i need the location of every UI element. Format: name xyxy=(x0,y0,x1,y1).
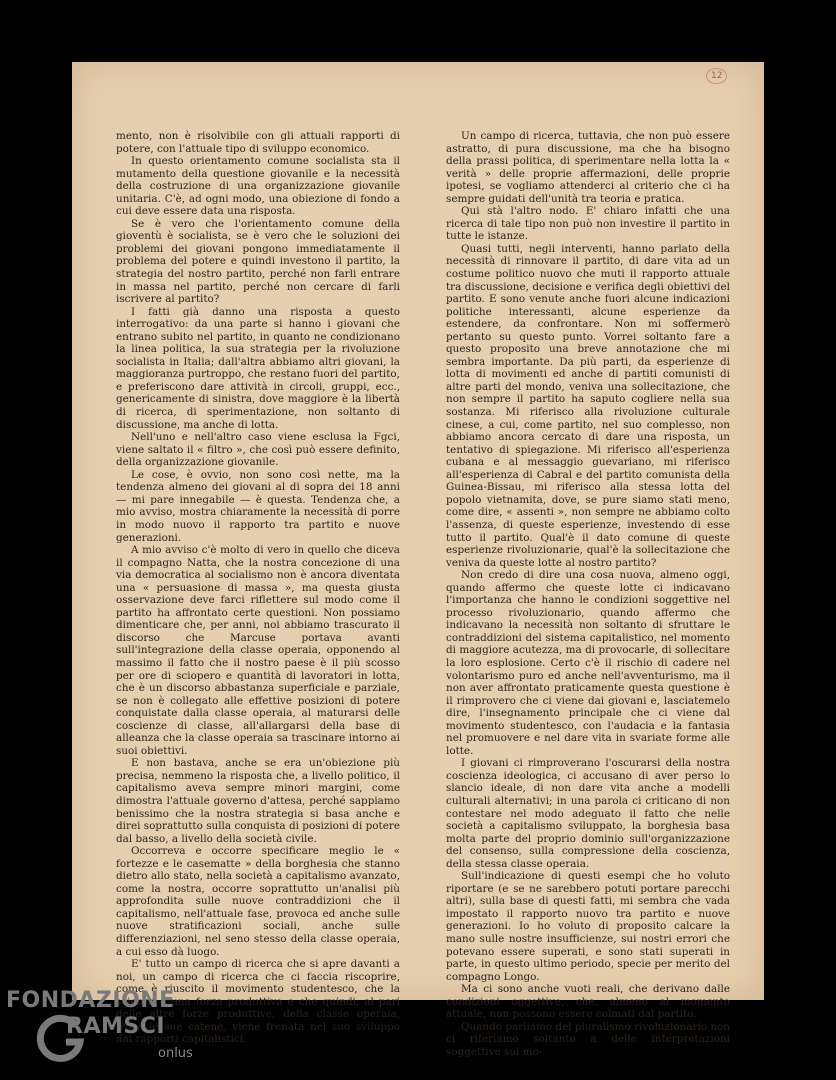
paragraph: Le cose, è ovvio, non sono così nette, ma la tendenza almeno dei giovani al di sopra dei 18 anni — mi pare innegabile — è questa. Tendenza che, a mio avviso, mostra chiaramente la necessità di porre in modo nuovo il rapporto tra partito e nuove generazioni. xyxy=(116,468,400,544)
page-number-mark: 12 xyxy=(706,68,727,84)
logo-suffix: onlus xyxy=(158,1046,193,1061)
paragraph: Se è vero che l'orientamento comune della gioventù è socialista, se è vero che le soluzioni dei problemi dei giovani pongono immediatamente il problema del potere e quindi investono il partito, la strategia del nostro partito, perché non farli entrare in massa nel partito, perché non cercare di farli iscrivere al partito? xyxy=(116,217,400,306)
paragraph: I fatti già danno una risposta a questo interrogativo: da una parte si hanno i giovani che entrano subito nel partito, in quanto ne condizionano la linea politica, la sua strategia per la rivoluzione socialista in Italia; dall'altra abbiamo altri giovani, la maggioranza purtroppo, che restano fuori del partito, e preferiscono dare attività in circoli, gruppi, ecc., genericamente di sinistra, dove maggiore è la libertà di ricerca, di sperimentazione, non soltanto di discussione, ma anche di lotta. xyxy=(116,305,400,431)
paragraph: Quasi tutti, negli interventi, hanno parlato della necessità di rinnovare il partito, di dare vita ad un costume politico nuovo che muti il rapporto attuale tra discussione, decisione e verifica degli obiettivi del partito. E sono venute anche fuori alcune indicazioni politiche interessanti, alcune esperienze da estendere, da confrontare. Non mi soffermerò pertanto su questo punto. Vorrei soltanto fare a questo proposito una breve annotazione che mi sembra importante. Da più parti, da esperienze di lotta di movimenti ed anche di partiti comunisti di altre parti del mondo, veniva una sollecitazione, che non sempre il partito ha saputo cogliere nella sua sostanza. Mi riferisco alla rivoluzione culturale cinese, a cui, come partito, nel suo complesso, non abbiamo ancora cercato di dare una risposta, un tentativo di spiegazione. Mi riferisco all'esperienza cubana e al messaggio guevariano, mi riferisco all'esperienza di Cabral e del partito comunista della Guinea-Bissau, mi riferisco alla stessa lotta del popolo vietnamita, dove, se pure siamo stati meno, come dire, « assenti », non sempre ne abbiamo colto l'assenza, di queste esperienze, investendo di esse tutto il partito. Qual'è il dato comune di queste esperienze rivoluzionarie, qual'è la sollecitazione che veniva da queste lotte al nostro partito? xyxy=(446,242,730,569)
paragraph: Ma ci sono anche vuoti reali, che derivano dalle condizioni oggettive, che, almeno al momento attuale, non possono essere colmati dal partito. xyxy=(446,983,730,1021)
paragraph: In questo orientamento comune socialista sta il mutamento della questione giovanile e la necessità della costruzione di una organizzazione giovanile unitaria. C'è, ad ogni modo, una obiezione di fondo a cui deve essere data una risposta. xyxy=(116,155,400,218)
left-text-column xyxy=(116,130,400,1046)
paragraph: Non credo di dire una cosa nuova, almeno oggi, quando affermo che queste lotte ci indicavano l'importanza che hanno le condizioni soggettive nel processo rivoluzionario, quando affermo che indicavano la necessità non soltanto di sfruttare le contraddizioni del sistema capitalistico, nel momento di maggiore acutezza, ma di provocarle, di sollecitare la loro esplosione. Certo c'è il rischio di cadere nel volontarismo puro ed anche nell'avventurismo, ma il non aver affrontato praticamente questa questione è il rimprovero che ci viene dai giovani e, lasciatemelo dire, l'insegnamento principale che ci viene dal movimento studentesco, con l'audacia e la fantasia nel promuovere e nel dare vita in svariate forme alle lotte. xyxy=(446,569,730,757)
paragraph: A mio avviso c'è molto di vero in quello che diceva il compagno Natta, che la nostra concezione di una via democratica al socialismo non è ancora diventata una « persuasione di massa », ma questa giusta osservazione deve farci riflettere sul modo come il partito ha affrontato certe questioni. Non possiamo dimenticare che, per anni, noi abbiamo trascurato il discorso che Marcuse portava avanti sull'integrazione della classe operaia, opponendo al massimo il fatto che il nostro paese è il più scosso per ore di sciopero e quantità di lavoratori in lotta, che è un discorso abbastanza superficiale e parziale, se non è collegato alle effettive posizioni di potere conquistate dalla classe operaia, al maturarsi delle coscienze di classe, all'allargarsi della base di alleanza che la classe operaia sa trascinare intorno ai suoi obiettivi. xyxy=(116,544,400,757)
right-text-column xyxy=(446,130,730,1058)
paragraph: I giovani ci rimproverano l'oscurarsi della nostra coscienza ideologica, ci accusano di aver perso lo slancio ideale, di non dare vita anche a modelli culturali alternativi; in una parola ci criticano di non contestare nel modo adeguato il fatto che nelle società a capitalismo sviluppato, la borghesia basa molta parte del proprio dominio sull'organizzazione del consenso, sulla compressione della coscienza, della stessa classe operaia. xyxy=(446,757,730,870)
fondazione-gramsci-logo xyxy=(6,986,206,1076)
logo-line-2: RAMSCI xyxy=(66,1014,166,1039)
paragraph: Sull'indicazione di questi esempi che ho voluto riportare (e se ne sarebbero potuti portare parecchi altri), sulla base di questi fatti, mi sembra che vada impostato il rapporto nuovo tra partito e nuove generazioni. Io ho voluto di proposito calcare la mano sulle nostre insufficienze, sui nostri errori che potevano essere superati, e sono stati superati in parte, in questo ultimo periodo, specie per merito del compagno Longo. xyxy=(446,870,730,983)
paragraph: Nell'uno e nell'altro caso viene esclusa la Fgci, viene saltato il « filtro », che così può essere definito, della organizzazione giovanile. xyxy=(116,431,400,469)
paragraph: Un campo di ricerca, tuttavia, che non può essere astratto, di pura discussione, ma che ha bisogno della prassi politica, di sperimentare nella lotta la « verità » delle proprie affermazioni, delle proprie ipotesi, se vogliamo attenderci al criterio che ci ha sempre guidati dell'unità tra teoria e pratica. xyxy=(446,130,730,205)
paragraph: E' tutto un campo di ricerca che si apre davanti a noi, un campo di ricerca che ci faccia riscoprire, come è riuscito il movimento studentesco, che la scienza è una forza produttiva e che quindi, al pari delle altre forze produttive, della classe operaia, trova le sue catene, viene frenata nel suo sviluppo dai rapporti capitalistici. xyxy=(116,958,400,1046)
paragraph: Qui stà l'altro nodo. E' chiaro infatti che una ricerca di tale tipo non può non investire il partito in tutte le istanze. xyxy=(446,205,730,243)
logo-line-1: FONDAZIONE xyxy=(6,988,175,1013)
paragraph: Occorreva e occorre specificare meglio le « fortezze e le casematte » della borghesia che stanno dietro allo stato, nella società a capitalismo avanzato, come la nostra, occorre soprattutto un'analisi più approfondita sulle nuove contraddizioni che il capitalismo, nell'attuale fase, provoca ed anche sulle nuove stratificazioni sociali, anche sulle differenziazioni, nel seno stesso della classe operaia, a cui esso dà luogo. xyxy=(116,845,400,958)
paragraph: E non bastava, anche se era un'obiezione più precisa, nemmeno la risposta che, a livello politico, il capitalismo aveva sempre minori margini, come dimostra l'attuale governo d'attesa, perché sappiamo benissimo che la nostra strategia si basa anche e direi soprattutto sulla conquista di posizioni di potere dal basso, a livello della società civile. xyxy=(116,757,400,845)
paragraph: mento, non è risolvibile con gli attuali rapporti di potere, con l'attuale tipo di sviluppo economico. xyxy=(116,130,400,155)
paragraph: Quando parliamo del pluralismo rivoluzionario non ci riferiamo soltanto a delle interpretazioni soggettive sul mo- xyxy=(446,1020,730,1058)
